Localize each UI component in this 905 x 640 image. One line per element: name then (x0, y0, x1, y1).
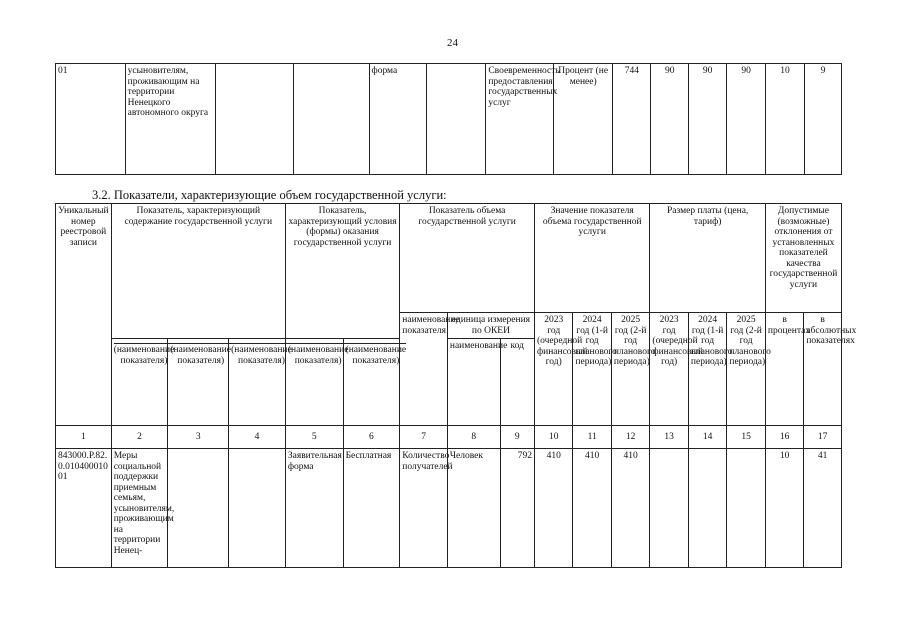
table-cell: Процент (не менее) (553, 64, 612, 175)
table-cell: усыновителям, проживающим на территории Ненецкого автономного округа (125, 64, 215, 175)
header-deviation: Допустимые (возможные) отклонения от установленных показателей качества государственной услуги (765, 204, 841, 313)
column-number: 11 (573, 426, 611, 449)
table-cell: Человек (447, 449, 500, 568)
header-in-absolute: в абсолютных показателях (804, 313, 842, 426)
table-cell: 41 (804, 449, 842, 568)
header-sub-indicator-name: (наименование показателя) (168, 339, 229, 426)
column-number: 6 (343, 426, 400, 449)
table-cell: 10 (766, 64, 805, 175)
table-cell: 410 (611, 449, 650, 568)
header-year-2024: 2024 год (1-й год планового периода) (573, 313, 611, 426)
table-row (56, 64, 842, 175)
table-cell (229, 449, 286, 568)
table-cell (650, 449, 688, 568)
table-cell: 10 (765, 449, 803, 568)
column-number: 15 (727, 426, 766, 449)
table-cell: форма (369, 64, 426, 175)
table-cell: Своевременность предоставления государственных услуг (486, 64, 554, 175)
table-cell: Бесплатная (343, 449, 400, 568)
table-cell (688, 449, 726, 568)
section-title: 3.2. Показатели, характеризующие объем государственной услуги: (92, 188, 447, 202)
column-number: 16 (765, 426, 803, 449)
column-number: 2 (111, 426, 168, 449)
header-sub-indicator-name: (наименование показателя) (343, 339, 400, 426)
table-cell: 90 (689, 64, 727, 175)
header-conditions-indicator: Показатель, характеризующий условия (формы) оказания государственной услуги (285, 204, 399, 339)
column-number: 4 (229, 426, 286, 449)
table-cell (426, 64, 485, 175)
header-sub-indicator-name: (наименование показателя) (229, 339, 286, 426)
column-number: 12 (611, 426, 650, 449)
header-sub-indicator-name: (наименование показателя) (111, 339, 168, 426)
table-cell: Количество получателей (400, 449, 448, 568)
table-cell: 410 (573, 449, 611, 568)
column-number: 1 (56, 426, 112, 449)
header-content-indicator: Показатель, характеризующий содержание государственной услуги (111, 204, 285, 339)
table-cell (215, 64, 293, 175)
page-number: 24 (447, 37, 458, 49)
table-cell: 792 (500, 449, 534, 568)
header-fee-2025: 2025 год (2-й год планового периода) (727, 313, 766, 426)
volume-indicators-table (55, 203, 857, 568)
header-indicator-name: наименование показателя (400, 313, 448, 426)
header-unit-code: код (500, 339, 534, 426)
column-number: 13 (650, 426, 688, 449)
table-row (56, 449, 842, 568)
header-fee: Размер платы (цена, тариф) (650, 204, 765, 313)
column-number: 3 (168, 426, 229, 449)
table-cell: Меры социальной поддержки приемным семьям, усыновителям, проживающим на территории Ненец- (111, 449, 168, 568)
table-cell: Заявительная форма (285, 449, 343, 568)
table-cell: 90 (651, 64, 689, 175)
header-year-2025: 2025 год (2-й год планового периода) (611, 313, 650, 426)
table-cell (727, 449, 766, 568)
header-volume-indicator: Показатель объема государственной услуги (400, 204, 535, 313)
header-fee-2023: 2023 год (очередной финансовый год) (650, 313, 688, 426)
table-cell: 01 (56, 64, 126, 175)
table-cell: 90 (727, 64, 766, 175)
column-number: 14 (688, 426, 726, 449)
table-cell (293, 64, 369, 175)
header-fee-2024: 2024 год (1-й год планового периода) (688, 313, 726, 426)
column-number: 9 (500, 426, 534, 449)
header-in-percent: в процентах (765, 313, 803, 426)
column-number: 5 (285, 426, 343, 449)
table-cell: 744 (613, 64, 651, 175)
table-cell (168, 449, 229, 568)
column-number: 10 (534, 426, 572, 449)
header-sub-indicator-name: (наименование показателя) (285, 339, 343, 426)
header-unit-name: наименование (447, 339, 500, 426)
column-number: 7 (400, 426, 448, 449)
column-number: 17 (804, 426, 842, 449)
table-cell: 9 (804, 64, 841, 175)
header-row (56, 204, 842, 313)
header-unit-okei: единица измерения по ОКЕИ (447, 313, 534, 339)
header-volume-value: Значение показателя объема государственной услуги (534, 204, 649, 313)
registry-number-cell: 843000.Р.82.0.01040001001 (56, 449, 112, 568)
header-year-2023: 2023 год (очередной финансовый год) (534, 313, 572, 426)
column-number-row (56, 426, 842, 449)
quality-indicators-continuation-table (55, 63, 842, 175)
table-cell: 410 (534, 449, 572, 568)
column-number: 8 (447, 426, 500, 449)
header-unique-number: Уникальный номер реестровой записи (56, 204, 112, 426)
